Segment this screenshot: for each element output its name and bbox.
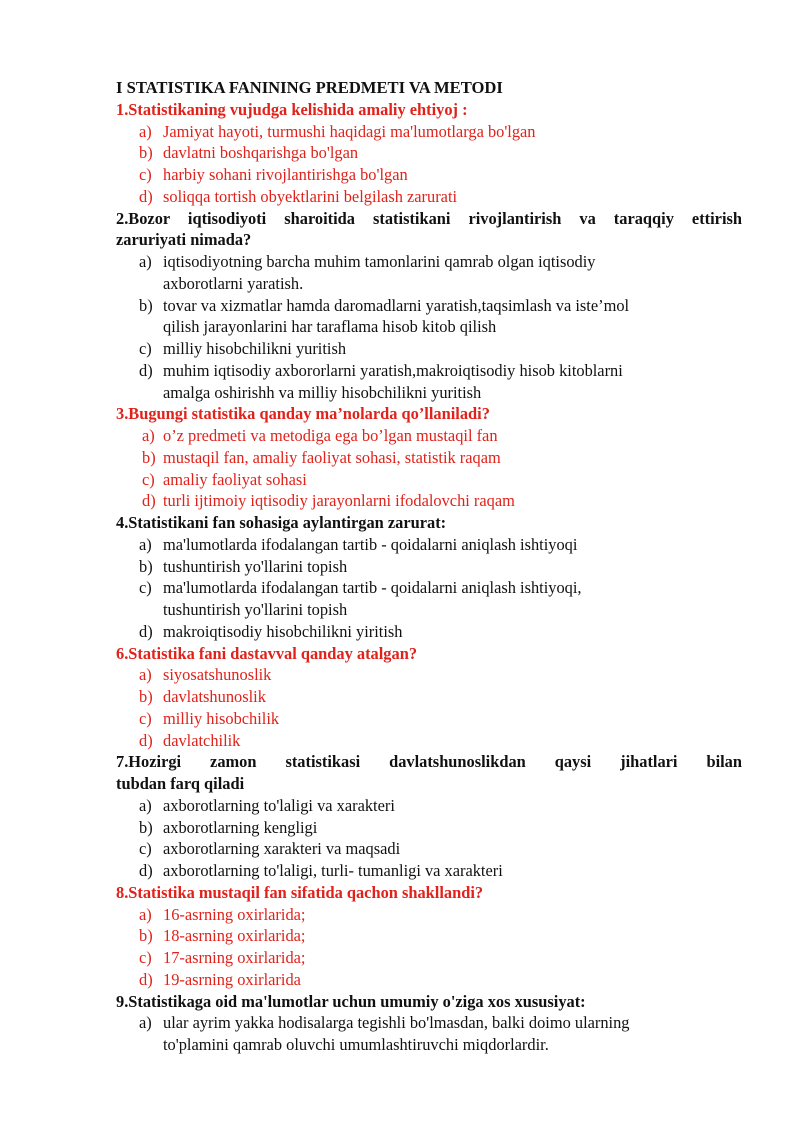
question-2-option-b — [139, 296, 629, 316]
question-7-text-line: 8.Statistika mustaqil fan sifatida qachon shakllandi? — [116, 882, 484, 902]
option-text: 17-asrning oxirlarida; — [163, 948, 306, 967]
option-text: ma'lumotlarda ifodalangan tartib - qoidalarni aniqlash ishtiyoqi, — [163, 578, 582, 598]
option-letter: d) — [139, 861, 153, 880]
option-letter: a) — [139, 665, 152, 685]
question-2-option-a-continuation: axborotlarni yaratish. — [163, 273, 304, 293]
question-2-text-line: 2.Bozor iqtisodiyoti sharoitida statistikani rivojlantirish va taraqqiy ettirish — [116, 208, 742, 228]
option-text: milliy hisobchilik — [163, 708, 280, 728]
option-letter: b) — [139, 817, 153, 837]
option-text: muhim iqtisodiy axbororlarni yaratish,makroiqtisodiy hisob kitoblarni — [163, 360, 623, 380]
question-3-text-line: 3.Bugungi statistika qanday ma’nolarda qo’llaniladi? — [116, 404, 490, 424]
option-letter: d) — [139, 621, 153, 641]
option-letter: a) — [139, 534, 152, 554]
question-4-option-b — [139, 557, 347, 577]
option-letter: a) — [139, 252, 152, 271]
option-letter: d) — [139, 186, 153, 206]
option-text: tushuntirish yo'llarini topish — [163, 556, 348, 576]
option-text: mustaqil fan, amaliy faoliyat sohasi, statistik raqam — [163, 447, 501, 467]
question-3-option-a — [142, 426, 498, 446]
option-letter: b) — [139, 295, 153, 315]
question-7-option-d — [139, 970, 301, 990]
option-letter: a) — [139, 904, 152, 924]
option-letter: b) — [139, 556, 153, 576]
question-5-option-b — [139, 687, 266, 707]
option-letter: c) — [139, 948, 152, 967]
question-5-option-a — [139, 665, 271, 685]
option-text: milliy hisobchilikni yuritish — [163, 339, 347, 358]
question-2-option-a — [139, 252, 595, 272]
question-6-option-d — [139, 861, 503, 881]
option-text: Jamiyat hayoti, turmushi haqidagi ma'lumotlarga bo'lgan — [163, 121, 536, 141]
option-text: axborotlarning kengligi — [163, 817, 318, 837]
option-text: soliqqa tortish obyektlarini belgilash zarurati — [163, 186, 458, 206]
option-letter: b) — [139, 687, 153, 706]
question-8-text-line: 9.Statistikaga oid ma'lumotlar uchun umumiy o'ziga xos xususiyat: — [116, 991, 586, 1011]
question-2-option-d — [139, 361, 623, 381]
question-2-text-line: zaruriyati nimada? — [116, 230, 252, 250]
option-text: axborotlarning to'laligi, turli- tumanligi va xarakteri — [163, 861, 503, 880]
option-letter: b) — [142, 447, 156, 467]
question-7-option-b — [139, 926, 305, 946]
question-7-option-c — [139, 948, 305, 968]
option-letter: a) — [139, 795, 152, 815]
option-letter: b) — [139, 143, 153, 163]
option-letter: c) — [139, 339, 152, 358]
option-text: amaliy faoliyat sohasi — [163, 469, 307, 489]
question-4-option-d — [139, 622, 402, 642]
option-text: ular ayrim yakka hodisalarga tegishli bo'lmasdan, balki doimo ularning — [163, 1013, 630, 1033]
question-8-option-a — [139, 1013, 630, 1033]
question-3-option-c — [142, 470, 307, 490]
question-8-option-a-continuation: to'plamini qamrab oluvchi umumlashtiruvchi miqdorlardir. — [163, 1035, 549, 1054]
question-5-option-d — [139, 731, 240, 751]
option-letter: c) — [139, 839, 152, 859]
question-5-option-c — [139, 709, 279, 729]
question-2-option-b-continuation: qilish jarayonlarini har taraflama hisob kitob qilish — [163, 317, 497, 337]
option-letter: c) — [139, 165, 152, 184]
option-text: 19-asrning oxirlarida — [163, 969, 301, 989]
option-text: davlatchilik — [163, 730, 241, 750]
question-6-text-line: 7.Hozirgi zamon statistikasi davlatshunoslikdan qaysi jihatlari bilan — [116, 752, 742, 772]
option-letter: d) — [142, 491, 156, 511]
option-text: davlatshunoslik — [163, 687, 266, 706]
option-letter: a) — [139, 1013, 152, 1033]
option-text: siyosatshunoslik — [163, 665, 272, 685]
option-letter: d) — [139, 360, 153, 380]
option-letter: d) — [139, 969, 153, 989]
question-6-text-line: tubdan farq qiladi — [116, 774, 245, 793]
option-text: makroiqtisodiy hisobchilikni yiritish — [163, 621, 403, 641]
option-text: davlatni boshqarishga bo'lgan — [163, 143, 359, 163]
question-5-text-line: 6.Statistika fani dastavval qanday atalgan? — [116, 643, 418, 663]
question-2-option-c — [139, 339, 346, 359]
option-text: o’z predmeti va metodiga ega bo’lgan mustaqil fan — [163, 426, 498, 445]
option-letter: c) — [139, 578, 152, 598]
option-text: turli ijtimoiy iqtisodiy jarayonlarni ifodalovchi raqam — [163, 491, 515, 511]
question-1-option-c — [139, 165, 408, 185]
question-1-text-line: 1.Statistikaning vujudga kelishida amaliy ehtiyoj : — [116, 99, 468, 119]
question-1-option-b — [139, 143, 358, 163]
option-text: 16-asrning oxirlarida; — [163, 904, 306, 924]
question-4-option-c-continuation: tushuntirish yo'llarini topish — [163, 600, 348, 619]
question-6-option-a — [139, 796, 395, 816]
question-6-option-c — [139, 839, 400, 859]
question-3-option-d — [142, 491, 515, 511]
question-4-option-a — [139, 535, 577, 555]
option-text: axborotlarning xarakteri va maqsadi — [163, 839, 401, 859]
option-text: 18-asrning oxirlarida; — [163, 926, 306, 946]
question-3-option-b — [142, 448, 501, 468]
option-letter: c) — [139, 708, 152, 728]
question-4-text-line: 4.Statistikani fan sohasiga aylantirgan zarurat: — [116, 513, 447, 532]
option-text: axborotlarning to'laligi va xarakteri — [163, 795, 395, 815]
option-letter: d) — [139, 730, 153, 750]
question-1-option-d — [139, 187, 457, 207]
option-text: tovar va xizmatlar hamda daromadlarni yaratish,taqsimlash va iste’mol — [163, 295, 630, 315]
option-text: harbiy sohani rivojlantirishga bo'lgan — [163, 165, 408, 184]
question-1-option-a — [139, 122, 536, 142]
question-7-option-a — [139, 905, 305, 925]
option-letter: a) — [142, 426, 155, 445]
option-letter: a) — [139, 121, 152, 141]
option-letter: b) — [139, 926, 153, 946]
option-text: iqtisodiyotning barcha muhim tamonlarini qamrab olgan iqtisodiy — [163, 252, 596, 271]
document-title: I STATISTIKA FANINING PREDMETI VA METODI — [116, 78, 503, 97]
question-2-option-d-continuation: amalga oshirishh va milliy hisobchilikni yuritish — [163, 382, 482, 402]
question-6-option-b — [139, 818, 317, 838]
option-letter: c) — [142, 469, 155, 489]
question-4-option-c — [139, 578, 582, 598]
option-text: ma'lumotlarda ifodalangan tartib - qoidalarni aniqlash ishtiyoqi — [163, 534, 578, 554]
